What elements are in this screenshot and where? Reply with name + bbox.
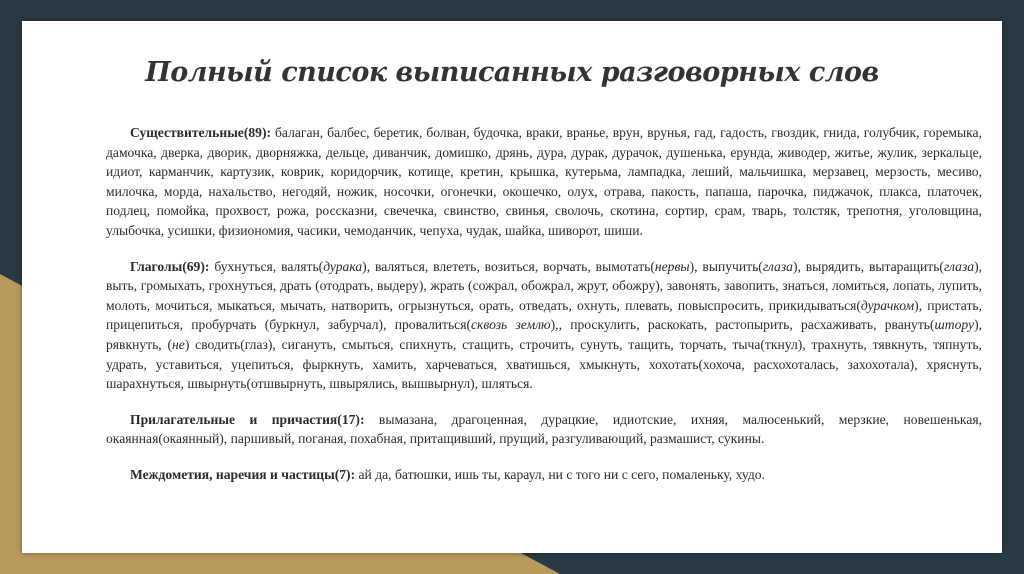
section-adjectives [106, 410, 982, 449]
section-body [106, 259, 982, 392]
text-run: бухнуться, валять( [214, 258, 324, 274]
section-nouns [106, 123, 982, 241]
section-heading: Глаголы(69): [130, 258, 210, 274]
italic-term: штору [934, 317, 975, 333]
italic-term: дурачком [860, 297, 915, 313]
word-list-content [106, 123, 982, 501]
italic-term: глаза [762, 258, 793, 274]
italic-term: не [172, 336, 185, 352]
italic-term: нервы [654, 258, 690, 274]
slide-card [22, 21, 1002, 553]
text-run: ),, проскулить, раскокать, растопырить, расхаживать, рвануть( [550, 317, 935, 333]
italic-term: глаза [943, 258, 975, 274]
section-heading: Существительные(89): [130, 125, 272, 140]
text-run: ), пристать, прицепиться, пробурчать (буркнул, забурчал), провалиться( [106, 297, 983, 333]
section-verbs [106, 257, 982, 394]
text-run: ), вырядить, вытаращить( [792, 258, 944, 274]
italic-term: дурака [323, 258, 363, 274]
section-interjections [106, 465, 982, 485]
slide-title: Полный список выписанных разговорных слов [145, 57, 879, 88]
text-run: ), выть, громыхать, грохнуться, драть (отодрать, выдеру), жрать (сожрал, обожрал, жрут, обожру), завонять, завопить, знаться, ломиться, лопать, лупить, молоть, мочиться, мыкаться, мычать, натворить, огрызнуться, орать, отведать, охнуть, плевать, повыспросить, прикидываться( [106, 258, 982, 313]
text-run: вымазана, драгоценная, дурацкие, идиотские, ихняя, малюсенький, мерзкие, новешенькая, окаянная(окаянный), паршивый, поганая, похабная, притащивший, прущий, разгуливающий, размашист, сукины. [106, 411, 982, 447]
italic-term: сквозь землю [470, 317, 551, 333]
text-run: ), выпучить( [689, 258, 763, 274]
text-run: ) сводить(глаз), сигануть, смыться, спихнуть, стащить, строчить, сунуть, тащить, торчать, тыча(ткнул), трахнуть, тявкнуть, тяпнуть, удрать, уставиться, уцепиться, фыркнуть, хамить, харчеваться, хватишься, хмыкнуть, хохотать(хохоча, расхохоталась, захохотала), хряснуть, шарахнуться, швырнуть(отшвырнуть, швырялись, вышвырнул), шляться. [106, 336, 982, 392]
text-run: балаган, балбес, беретик, болван, будочка, враки, вранье, врун, врунья, гад, гадость, гвоздик, гнида, голубчик, горемыка, дамочка, дверка, дворик, дворняжка, дельце, диванчик, домишко, дрянь, дура, дурак, дурачок, душенька, ерунда, живодер, житье, жулик, зеркальце, идиот, карманчик, картузик, коврик, коридорчик, котище, кретин, крышка, кутерьма, лампадка, леший, мальчишка, мерзавец, мерзость, месиво, милочка, морда, нахальство, негодяй, ножик, носочки, огонечки, окошечко, олух, отрава, пакость, папаша, парочка, пиджачок, плакса, платочек, подлец, помойка, прохвост, рожа, россказни, свечечка, свинство, свинья, сволочь, скотина, сортир, срам, тварь, толстяк, трепотня, уголовщина, улыбочка, усишки, физиономия, часики, чемоданчик, чепуха, чудак, шайка, шиворот, шиши. [106, 125, 982, 238]
text-run: ), рявкнуть, ( [106, 317, 982, 352]
text-run: ), валяться, влететь, возиться, ворчать, вымотать( [362, 258, 655, 274]
section-body [359, 467, 765, 482]
text-run: ай да, батюшки, ишь ты, караул, ни с того ни с сего, помаленьку, худо. [358, 466, 765, 482]
section-heading: Междометия, наречия и частицы(7): [130, 466, 356, 482]
section-body [106, 125, 982, 238]
section-heading: Прилагательные и причастия(17): [130, 411, 365, 427]
